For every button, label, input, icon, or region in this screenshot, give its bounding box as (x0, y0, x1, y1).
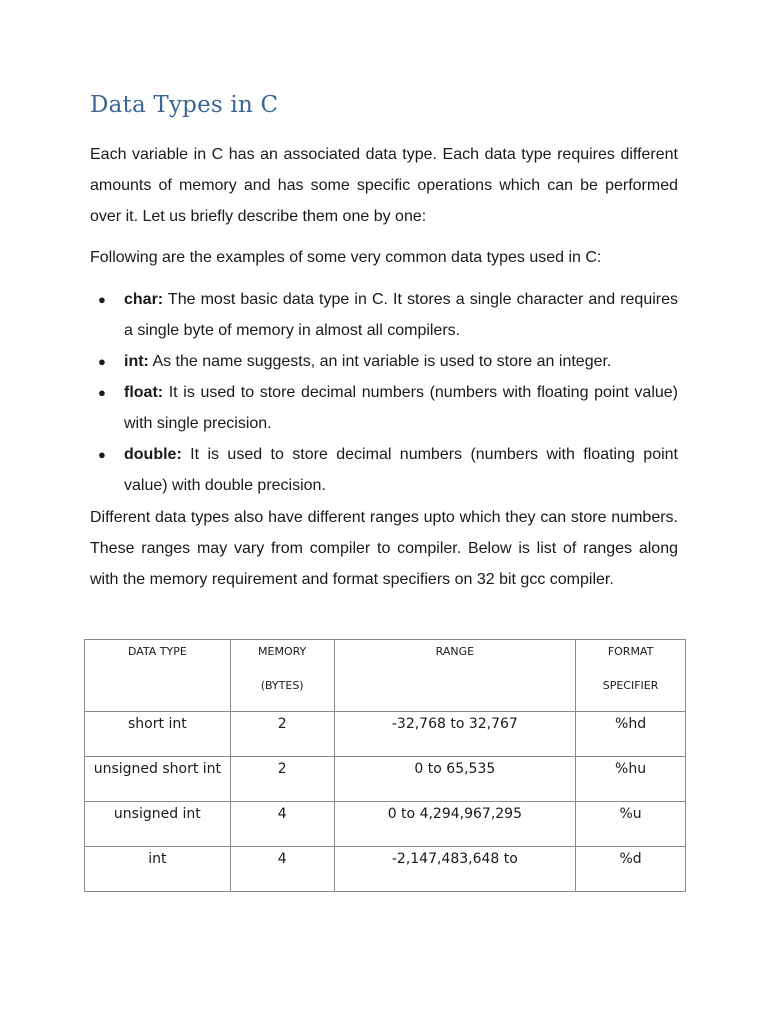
list-item-text: The most basic data type in C. It stores a single character and requires a single byte of memory in almost all compilers. (124, 291, 678, 339)
data-type-list (90, 284, 678, 501)
cell-range: 0 to 65,535 (334, 757, 576, 802)
list-item-term: double: (124, 446, 182, 463)
intro-paragraph: Each variable in C has an associated data type. Each data type requires different amounts of memory and has some specific operations which can be performed over it. Let us briefly describe them one by one: (90, 146, 678, 225)
cell-format: %d (576, 847, 686, 892)
header-data-type: DATA TYPE (85, 640, 231, 712)
cell-type: unsigned short int (85, 757, 231, 802)
cell-type: unsigned int (85, 802, 231, 847)
header-memory-line2: (BYTES) (260, 679, 304, 692)
cell-memory: 2 (230, 712, 334, 757)
cell-memory: 4 (230, 802, 334, 847)
table-row (85, 712, 686, 757)
data-types-table (84, 639, 686, 892)
cell-type: short int (85, 712, 231, 757)
list-item-text: As the name suggests, an int variable is used to store an integer. (148, 353, 612, 370)
header-format (576, 640, 686, 712)
list-item-term: float: (124, 384, 164, 401)
examples-lead-paragraph: Following are the examples of some very common data types used in C: (90, 249, 602, 266)
list-item-text: It is used to store decimal numbers (numbers with floating point value) with single precision. (124, 384, 678, 432)
header-memory (230, 640, 334, 712)
header-format-line1: FORMAT (607, 645, 654, 658)
list-item-double (90, 439, 678, 501)
cell-range: -32,768 to 32,767 (334, 712, 576, 757)
list-item-term: char: (124, 291, 164, 308)
bullet-icon: ● (98, 292, 106, 307)
list-item-term: int: (124, 353, 149, 370)
cell-range: -2,147,483,648 to (334, 847, 576, 892)
header-range: RANGE (334, 640, 576, 712)
table-row (85, 802, 686, 847)
ranges-paragraph: Different data types also have different ranges upto which they can store numbers. These ranges may vary from compiler to compiler. Below is list of ranges along with the memory requirement and format specifiers on 32 bit gcc compiler. (90, 509, 678, 588)
header-format-line2: SPECIFIER (602, 679, 659, 692)
cell-format: %u (576, 802, 686, 847)
cell-range: 0 to 4,294,967,295 (334, 802, 576, 847)
page-title: Data Types in C (90, 92, 279, 118)
table-row (85, 847, 686, 892)
list-item-int (90, 346, 678, 377)
bullet-icon: ● (98, 447, 106, 462)
cell-memory: 4 (230, 847, 334, 892)
cell-type: int (85, 847, 231, 892)
header-memory-line1: MEMORY (258, 645, 307, 658)
bullet-icon: ● (98, 385, 106, 400)
table-header-row (85, 640, 686, 712)
cell-memory: 2 (230, 757, 334, 802)
list-item-float (90, 377, 678, 439)
list-item-text: It is used to store decimal numbers (numbers with floating point value) with double precision. (124, 446, 678, 494)
cell-format: %hd (576, 712, 686, 757)
table-row (85, 757, 686, 802)
cell-format: %hu (576, 757, 686, 802)
bullet-icon: ● (98, 354, 106, 369)
list-item-char (90, 284, 678, 346)
